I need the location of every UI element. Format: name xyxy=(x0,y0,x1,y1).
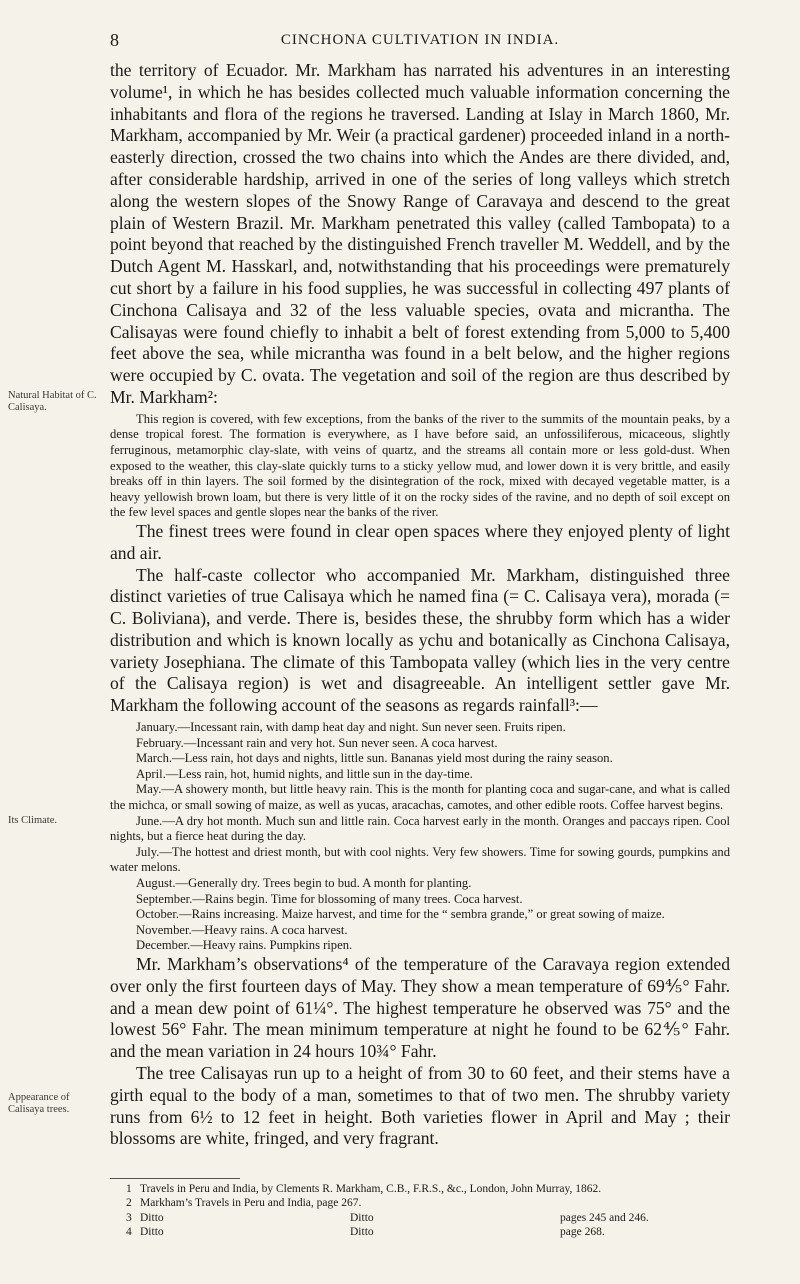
month-september: September.—Rains begin. Time for blossoming of many trees. Coca harvest. xyxy=(136,891,523,906)
month-june: June.—A dry hot month. Much sun and little rain. Coca harvest early in the month. Oranges and paccays ripen. Cool nights, but a fierce heat during the day. xyxy=(110,813,730,844)
footnote-ditto: Ditto xyxy=(350,1211,374,1224)
sidenote-appearance: Appearance of Calisaya trees. xyxy=(8,1092,70,1115)
footnote-2 xyxy=(126,1196,726,1210)
paragraph-5: The tree Calisayas run up to a height of from 30 to 60 feet, and their stems have a girth equal to the body of a man, sometimes to that of two men. The shrubby variety runs from 6½ to 12 feet in height. Both varieties flower in April and May ; their blossoms are white, fringed, and very fragrant. xyxy=(110,1062,730,1149)
month-october: October.—Rains increasing. Maize harvest, and time for the “ sembra grande,” or great sowing of maize. xyxy=(136,907,665,922)
footnotes xyxy=(126,1182,726,1240)
footnote-number: 3 xyxy=(126,1211,132,1224)
footnote-pages: pages 245 and 246. xyxy=(560,1211,649,1224)
footnote-text: Markham’s Travels in Peru and India, page 267. xyxy=(140,1197,362,1210)
month-may: May.—A showery month, but little heavy rain. This is the month for planting coca and sugar-cane, and what is called the michca, or small sowing of maize, as well as yucas, aracachas, camotes, and other edible roots. Coffee harvest begins. xyxy=(110,782,730,813)
month-january: January.—Incessant rain, with damp heat day and night. Sun never seen. Fruits ripen. xyxy=(136,720,566,735)
page-number: 8 xyxy=(110,30,119,50)
month-july: July.—The hottest and driest month, but with cool nights. Very few showers. Time for sowing gourds, pumpkins and water melons. xyxy=(110,844,730,875)
footnote-4 xyxy=(126,1225,726,1239)
footnote-text: Travels in Peru and India, by Clements R. Markham, C.B., F.R.S., &c., London, John Murray, 1862. xyxy=(140,1183,602,1195)
month-april: April.—Less rain, hot, humid nights, and little sun in the day-time. xyxy=(136,766,473,781)
footnote-ditto: Ditto xyxy=(140,1226,164,1239)
month-march: March.—Less rain, hot days and nights, little sun. Bananas yield most during the rainy season. xyxy=(136,751,613,766)
paragraph-2: The finest trees were found in clear open spaces where they enjoyed plenty of light and air. xyxy=(110,520,730,563)
page-header xyxy=(110,30,730,54)
sidenote-habitat: Natural Habitat of C. Calisaya. xyxy=(8,390,97,413)
sidenote-climate: Its Climate. xyxy=(8,815,57,826)
month-december: December.—Heavy rains. Pumpkins ripen. xyxy=(136,938,353,953)
month-august: August.—Generally dry. Trees begin to bud. A month for planting. xyxy=(136,876,472,891)
page-body xyxy=(110,60,730,1150)
footnote-number: 1 xyxy=(126,1183,132,1195)
month-february: February.—Incessant rain and very hot. Sun never seen. A coca harvest. xyxy=(136,735,498,750)
month-november: November.—Heavy rains. A coca harvest. xyxy=(136,922,348,937)
running-title: CINCHONA CULTIVATION IN INDIA. xyxy=(280,32,560,48)
footnote-pages: page 268. xyxy=(560,1226,605,1239)
footnote-rule xyxy=(110,1178,240,1179)
footnote-ditto: Ditto xyxy=(140,1211,164,1224)
footnote-ditto: Ditto xyxy=(350,1226,374,1239)
paragraph-3: The half-caste collector who accompanied Mr. Markham, distinguished three distinct varieties of true Calisaya which he named fina (= C. Calisaya vera), morada (= C. Boliviana), and verde. There is, besides these, the shrubby form which has a wider distribution and which is known locally as ychu and botanically as Cinchona Calisaya, variety Josephiana. The climate of this Tambopata valley (which lies in the very centre of the Calisaya region) is wet and disagreeable. An intelligent settler gave Mr. Markham the following account of the seasons as regards rainfall³:— xyxy=(110,564,730,716)
footnote-number: 4 xyxy=(126,1226,132,1239)
footnote-1 xyxy=(126,1182,726,1196)
paragraph-1: the territory of Ecuador. Mr. Markham has narrated his adventures in an interesting volume¹, in which he has besides collected much valuable information concerning the inhabitants and flora of the regions he traversed. Landing at Islay in March 1860, Mr. Markham, accompanied by Mr. Weir (a practical gardener) proceeded inland in a north-easterly direction, crossed the two chains into which the Andes are there divided, and, after considerable hardship, arrived in one of the series of long valleys which stretch along the western slopes of the Snowy Range of Caravaya and descend to the great plain of Western Brazil. Mr. Markham penetrated this valley (called Tambopata) to a point beyond that reached by the distinguished French traveller M. Weddell, and by the Dutch Agent M. Hasskarl, and, notwithstanding that his proceedings were prematurely cut short by a failure in his food supplies, he was successful in collecting 497 plants of Cinchona Calisaya and 32 of the less valuable species, ovata and micrantha. The Calisayas were found chiefly to inhabit a belt of forest extending from 5,000 to 5,400 feet above the sea, while micrantha was found in a belt below, and the higher regions were occupied by C. ovata. The vegetation and soil of the region are thus described by Mr. Markham²: xyxy=(110,60,730,407)
footnote-3 xyxy=(126,1211,726,1225)
footnote-number: 2 xyxy=(126,1197,132,1210)
paragraph-4: Mr. Markham’s observations⁴ of the temperature of the Caravaya region extended over only the first fourteen days of May. They show a mean temperature of 69⅘° Fahr. and a mean dew point of 61¼°. The highest temperature he observed was 75° and the lowest 56° Fahr. The mean minimum temperature at night he found to be 62⅘° Fahr. and the mean variation in 24 hours 10¾° Fahr. xyxy=(110,953,730,1062)
quote-markham: This region is covered, with few exceptions, from the banks of the river to the summits of the mountain peaks, by a dense tropical forest. The formation is everywhere, as I have before said, an unfossiliferous, micaceous, slightly ferruginous, metamorphic clay-slate, with veins of quartz, and the streams all contain more or less gold-dust. When exposed to the weather, this clay-slate quickly turns to a sticky yellow mud, and lower down it is very brittle, and easily breaks off in thin layers. The soil formed by the disintegration of the rock, mixed with decayed vegetable matter, is a heavy yellowish brown loam, but there is very little of it on the rocky sides of the ravine, and no depth of soil except on the few level spaces and gentle slopes near the banks of the river. xyxy=(110,411,730,520)
